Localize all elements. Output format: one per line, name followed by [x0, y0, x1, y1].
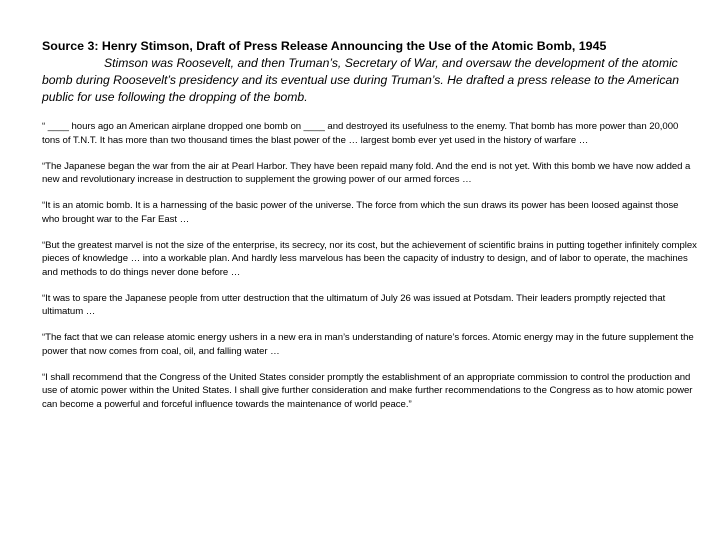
source-title: Source 3: Henry Stimson, Draft of Press Release Announcing the Use of the Atomic Bomb, 1945 [42, 39, 607, 53]
quote-paragraph-2: “The Japanese began the war from the air at Pearl Harbor. They have been repaid many fold. And the end is not yet. With this bomb we have now added a new and revolutionary increase in destruction to supplement the growing power of our armed forces … [42, 160, 691, 185]
quote-paragraph-5: “It was to spare the Japanese people from utter destruction that the ultimatum of July 26 was issued at Potsdam. Their leaders promptly rejected that ultimatum … [42, 292, 666, 317]
quote-paragraph-1: “ ____ hours ago an American airplane dropped one bomb on ____ and destroyed its usefulness to the enemy. That bomb has more power than 20,000 tons of T.N.T. It has more than two thousand times the blast power of the … largest bomb ever yet used in the history of warfare … [42, 121, 679, 146]
document-page [42, 38, 698, 424]
quote-paragraph-6: “The fact that we can release atomic energy ushers in a new era in man’s understanding of nature’s forces. Atomic energy may in the future supplement the power that now comes from coal, oil, and falling water … [42, 332, 694, 357]
quote-paragraph-7: “I shall recommend that the Congress of the United States consider promptly the establishment of an appropriate commission to control the production and use of atomic power within the United States. I shall give further consideration and make further recommendations to the Congress as to how atomic power can become a powerful and forceful influence towards the maintenance of world peace.” [42, 371, 693, 410]
source-introduction: Stimson was Roosevelt, and then Truman’s, Secretary of War, and oversaw the development of the atomic bomb during Roosevelt’s presidency and its eventual use during Truman’s. He drafted a press release to the American public for use following the dropping of the bomb. [42, 56, 680, 104]
quote-paragraph-4: “But the greatest marvel is not the size of the enterprise, its secrecy, nor its cost, but the achievement of scientific brains in putting together infinitely complex pieces of knowledge … into a workable plan. And hardly less marvelous has been the capacity of industry to design, and of labor to operate, the machines and methods to do things never done before … [42, 239, 697, 278]
quote-paragraph-3: “It is an atomic bomb. It is a harnessing of the basic power of the universe. The force from which the sun draws its power has been loosed against those who brought war to the Far East … [42, 200, 679, 225]
